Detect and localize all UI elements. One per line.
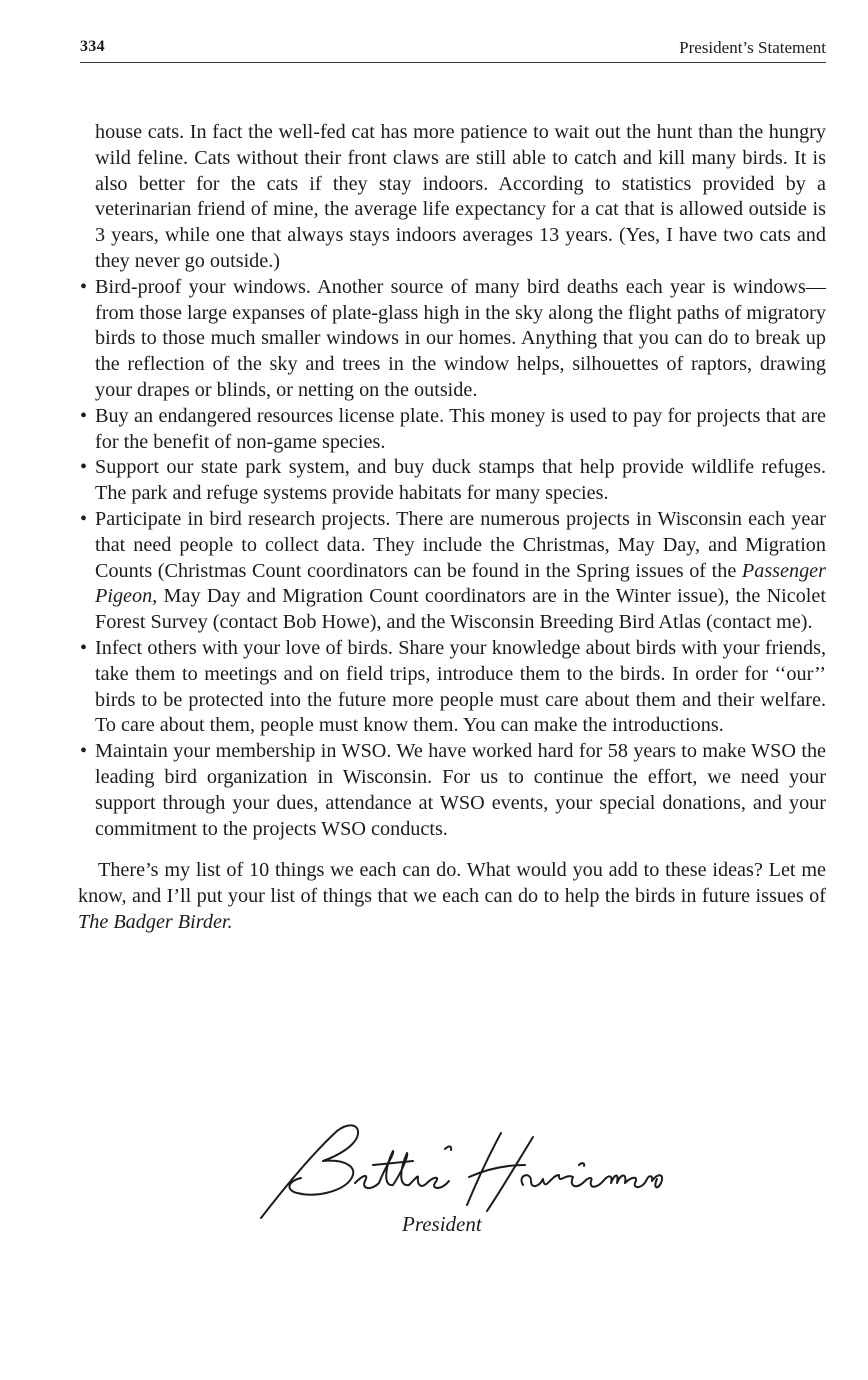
list-item [78, 404, 826, 456]
newsletter-title: The Badger Birder. [78, 910, 233, 933]
signature-stroke [373, 1161, 413, 1165]
list-item-text: Infect others with your love of birds. Share your knowledge about birds with your friends, take them to meetings and on field trips, introduce them to the birds. In order for ‘‘our’’ birds to be protected into the future more people must care about them and their welfare. To care about them, people must know them. You can make the introductions. [95, 636, 826, 737]
bullet-dot: • [80, 507, 88, 530]
bullet-dot: • [80, 456, 88, 479]
body-text [78, 120, 826, 936]
list-item [78, 275, 826, 404]
list-item [78, 739, 826, 842]
list-item-text: Participate in bird research projects. There are numerous projects in Wisconsin each year that need people to collect data. They include the Christmas, May Day, and Migration Counts (Christmas Count coordinators can be found in the Spring issues of the [95, 507, 826, 582]
list-item-text: Buy an endangered resources license plate. This money is used to pay for projects that are for the benefit of non-game species. [95, 404, 826, 453]
closing-paragraph [78, 858, 826, 935]
signature-title: President [402, 1212, 482, 1236]
bullet-dot: • [80, 740, 88, 763]
page-number: 334 [80, 38, 105, 55]
signature-stroke [579, 1163, 584, 1166]
signature-stroke [355, 1151, 449, 1188]
signature-stroke [522, 1175, 663, 1187]
signature-stroke [261, 1125, 358, 1218]
list-item [78, 507, 826, 636]
running-header [80, 38, 826, 63]
continuation-paragraph: house cats. In fact the well-fed cat has more patience to wait out the hunt than the hungry wild feline. Cats without their front claws are still able to catch and kill many birds. It is also better for the cats if they stay indoors. According to statistics provided by a veterinarian friend of mine, the average life expectancy for a cat that is allowed outside is 3 years, while one that always stays indoors averages 13 years. (Yes, I have two cats and they never go outside.) [95, 121, 826, 272]
list-item [78, 636, 826, 739]
list-item-text: Maintain your membership in WSO. We have worked hard for 58 years to make WSO the leading bird organization in Wisconsin. For us to continue the effort, we need your support through your dues, attendance at WSO events, your special donations, and your commitment to the projects WSO conducts. [95, 740, 826, 840]
running-title: President’s Statement [679, 38, 826, 57]
list-item [78, 455, 826, 507]
list-item-text: Bird-proof your windows. Another source of many bird deaths each year is windows—from those large expanses of plate-glass high in the sky along the flight paths of migratory birds to those much smaller windows in our homes. Anything that you can do to break up the reflection of the sky and trees in the window helps, silhouettes of raptors, drawing your drapes or blinds, or netting on the outside. [95, 275, 826, 401]
bullet-dot: • [80, 404, 88, 427]
signature-stroke [469, 1165, 525, 1177]
bullet-dot: • [80, 275, 88, 298]
recommendation-list [78, 275, 826, 843]
handwritten-signature [255, 1115, 675, 1225]
closing-text: There’s my list of 10 things we each can do. What would you add to these ideas? Let me know, and I’ll put your list of things that we each can do to help the birds in future issues of [78, 859, 826, 908]
list-item-text: May Day and Migration Count coordinators are in the Winter issue), the Nicolet Forest Survey (contact Bob Howe), and the Wisconsin Breeding Bird Atlas (contact me). [95, 585, 826, 634]
publication-title: Passenger Pigeon, [95, 559, 826, 608]
signature-stroke [445, 1146, 451, 1150]
list-item-text: Support our state park system, and buy duck stamps that help provide wildlife refuges. The park and refuge systems provide habitats for many species. [95, 456, 826, 505]
bullet-dot: • [80, 636, 88, 659]
